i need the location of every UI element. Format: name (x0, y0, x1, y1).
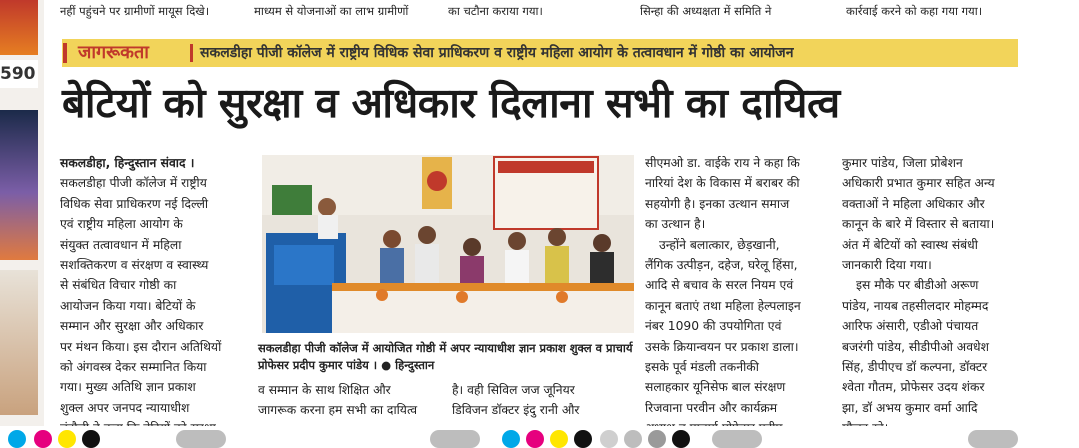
black-mark (82, 430, 100, 448)
text-line: आदि से बचाव के सरल नियम एवं (645, 278, 794, 293)
ad-image-top (0, 0, 38, 55)
text-line: झा, डॉ अभय कुमार वर्मा आदि (842, 400, 978, 415)
text-line: रिजवाना परवीन और कार्यक्रम (645, 400, 778, 415)
cyan-mark (502, 430, 520, 448)
text-line: जानकारी दिया गया। (842, 258, 932, 273)
gray-mark (624, 430, 642, 448)
text-line: सकलडीहा पीजी कॉलेज में राष्ट्रीय (60, 176, 207, 191)
column-5 (842, 153, 1032, 439)
text-line: सशक्तिकरण व संरक्षण व स्वास्थ्य (60, 258, 209, 273)
article-photo (262, 155, 634, 333)
text-line: उन्होंने बलात्कार, छेड़खानी, (659, 237, 780, 252)
gray-mark (430, 430, 480, 448)
headline: बेटियों को सुरक्षा व अधिकार दिलाना सभी का दायित्व (62, 79, 840, 127)
text-line: पांडेय, नायब तहसीलदार मोहम्मद (842, 298, 989, 313)
text-line: सहयोगी है। इनका उत्थान समाज (645, 196, 790, 211)
text-line: पर मंथन किया। इस दौरान अतिथियों (60, 339, 222, 354)
black-mark (672, 430, 690, 448)
text-line: इसके पूर्व मंडली तकनीकी (645, 360, 759, 375)
text-line: जागरूक करना हम सभी का दायित्व (258, 403, 418, 418)
top-strip-text-4: सिन्हा की अध्यक्षता में समिति ने (640, 4, 772, 18)
tag-bar (63, 43, 67, 63)
text-line: कानून के बारे में विस्तार से बताया। (842, 217, 995, 232)
text-line: इस मौके पर बीडीओ अरूण (856, 278, 979, 293)
text-line: कुमार पांडेय, जिला प्रोबेशन (842, 156, 963, 170)
text-line: डिविजन डॉक्टर इंदु रानी और (452, 403, 580, 418)
photo-caption: सकलडीहा पीजी कॉलेज में आयोजित गोष्ठी में अपर न्यायाधीश ज्ञान प्रकाश शुक्ल व प्राचार्य प्रोफेसर प्रदीप कुमार पांडेय । ● हिन्दुस्तान (258, 341, 633, 372)
photo-illustration (262, 155, 634, 333)
top-strip-text-2: माध्यम से योजनाओं का लाभ ग्रामीणों (254, 4, 409, 18)
cyan-mark (8, 430, 26, 448)
yellow-mark (550, 430, 568, 448)
text-line: को अंगवस्त्र देकर सम्मानित किया (60, 360, 207, 375)
column-1 (60, 153, 250, 439)
kicker-text: सकलडीहा पीजी कॉलेज में राष्ट्रीय विधिक सेवा प्राधिकरण व राष्ट्रीय महिला आयोग के तत्वावधान में गोष्ठी का आयोजन (200, 45, 794, 61)
column-3-bottom (452, 380, 642, 421)
text-line: है। वही सिविल जज जूनियर (452, 383, 575, 397)
ad-price: 590 (0, 60, 38, 88)
text-line: अधिकारी प्रभात कुमार सहित अन्य (842, 176, 995, 191)
text-line: एवं राष्ट्रीय महिला आयोग के (60, 217, 183, 232)
tag-separator (190, 44, 193, 62)
text-line: वक्ताओं ने महिला अधिकार और (842, 196, 985, 211)
section-tag: जागरूकता (78, 42, 149, 63)
top-strip-text-3: का चटौना कराया गया। (448, 4, 543, 18)
text-line: लैंगिक उत्पीड़न, दहेज, घरेलू हिंसा, (645, 258, 798, 273)
gray-mark (968, 430, 1018, 448)
text-line: नंबर 1090 की उपयोगिता एवं (645, 319, 782, 334)
gray-mark (712, 430, 762, 448)
dateline: सकलडीहा, हिन्दुस्तान संवाद । (60, 156, 195, 170)
black-mark (574, 430, 592, 448)
text-line: आयोजन किया गया। बेटियों के (60, 298, 196, 313)
gray-mark (648, 430, 666, 448)
text-line: कानून बताएं तथा महिला हेल्पलाइन (645, 298, 801, 313)
ad-image-city (0, 110, 38, 260)
text-line: व सम्मान के साथ शिक्षित और (258, 383, 391, 397)
magenta-mark (34, 430, 52, 448)
top-strip-text-5: कार्रवाई करने को कहा गया गया। (846, 4, 983, 18)
gray-mark (600, 430, 618, 448)
text-line: विधिक सेवा प्राधिकरण नई दिल्ली (60, 196, 209, 211)
text-line: गया। मुख्य अतिथि ज्ञान प्रकाश (60, 380, 196, 395)
text-line: शुक्ल अपर जनपद न्यायाधीश (60, 400, 190, 415)
gray-mark (176, 430, 226, 448)
text-line: संयुक्त तत्वावधान में महिला (60, 237, 182, 252)
text-line: नारियां देश के विकास में बराबर की (645, 176, 800, 191)
text-line: उसके क्रियान्वयन पर प्रकाश डाला। (645, 339, 799, 354)
text-line: बजरंगी पांडेय, सीडीपीओ अवधेश (842, 339, 989, 354)
text-line: सीएमओ डा. वाईके राय ने कहा कि (645, 156, 800, 170)
text-line: आरिफ अंसारी, एडीओ पंचायत (842, 319, 979, 334)
text-line: सलाहकार यूनिसेफ बाल संरक्षण (645, 380, 786, 395)
text-line: का उत्थान है। (645, 217, 706, 232)
ad-image-photo (0, 270, 38, 415)
text-line: श्वेता गौतम, प्रोफेसर उदय शंकर (842, 380, 985, 395)
column-4 (645, 153, 835, 439)
column-2-bottom (258, 380, 448, 421)
text-line: अंत में बेटियों को स्वास्थ संबंधी (842, 237, 978, 252)
text-line: सम्मान और सुरक्षा और अधिकार (60, 319, 204, 334)
text-line: से संबंधित विचार गोष्ठी का (60, 278, 177, 293)
text-line: सिंह, डीपीएच डॉ कल्पना, डॉक्टर (842, 360, 988, 375)
magenta-mark (526, 430, 544, 448)
yellow-mark (58, 430, 76, 448)
top-strip-text-1: नहीं पहुंचने पर ग्रामीणों मायूस दिखे। (60, 4, 210, 18)
